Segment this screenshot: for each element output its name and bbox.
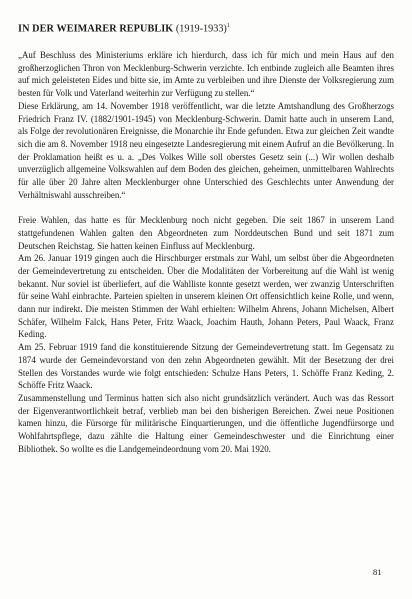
chapter-heading (18, 20, 398, 35)
paragraph: Freie Wahlen, das hatte es für Mecklenburg noch nicht gegeben. Die seit 1867 in unserem Land stattgefundenen Wahlen galten den Abgeordneten zum Norddeutschen Bund und seit 1871 zum Deutschen Reichstag. Sie hatten keinen Einfluss auf Mecklenburg. (18, 215, 394, 251)
footnote-reference: 1 (226, 23, 230, 29)
page-number: 81 (373, 567, 382, 577)
quote-paragraph: „Auf Beschluss des Ministeriums erkläre ich hierdurch, dass ich für mich und mein Haus auf den großherzoglichen Thron von Mecklenburg-Schwerin verzichte. Ich entbinde zugleich alle Beamten ihres auf mich geleisteten Eides und bitte sie, im Amte zu verbleiben und ihre Dienste der Volksregierung zum besten für Volk und Vaterland weiterhin zur Verfügung zu stellen.“ (18, 50, 394, 99)
paragraph: Am 25. Februar 1919 fand die konstituierende Sitzung der Gemeindevertretung statt. Im Gegensatz zu 1874 wurde der Gemeindevorstand von den zehn Abgeordneten gewählt. Mit der Besetzung der drei Stellen des Vorstandes wurde wie folgt entschieden: Schulze Hans Peters, 1. Schöffe Franz Keding, 2. Schöffe Fritz Waack. (18, 342, 394, 391)
paragraph: Zusammenstellung und Terminus hatten sich also nicht grundsätzlich verändert. Auch was das Ressort der Eigenverantwortlichkeit betraf, verblieb man bei den bisherigen Bereichen. Zwei neue Positionen kamen hinzu, die Fürsorge für militärische Einquartierungen, und die öffentliche Jugendfürsorge und Wohlfahrtspflege, dazu zählte die Haltung einer Gemeindeschwester und die Einrichtung einer Bibliothek. So wollte es die Landgemeindeordnung vom 20. Mai 1920. (18, 392, 394, 454)
paragraph: Am 26. Januar 1919 gingen auch die Hirschburger erstmals zur Wahl, um selbst über die Abgeordneten der Gemeindevertretung zu entscheiden. Über die Modalitäten der Vorbereitung auf die Wahl ist wenig bekannt. Nur soviel ist überliefert, auf die Wahlliste konnte gesetzt werden, wer zwanzig Unterschriften für seine Wahl einbrachte. Parteien spielten in unserem kleinen Ort offensichtlich keine Rolle, und wenn, dann nur indirekt. Die meisten Stimmen der Wahl erhielten: Wilhelm Ahrens, Johann Michelsen, Albert Schäfer, Wilhelm Falck, Hans Peter, Fritz Waack, Joachim Hauth, Johann Peters, Paul Waack, Franz Keding. (18, 253, 394, 340)
chapter-title: IN DER WEIMARER REPUBLIK (18, 23, 174, 35)
chapter-years: (1919-1933) (173, 23, 227, 35)
body-text (18, 49, 394, 455)
paragraph: Diese Erklärung, am 14. November 1918 veröffentlicht, war die letzte Amtshandlung des Großherzogs Friedrich Franz IV. (1882/1901-1945) von Mecklenburg-Schwerin. Damit hatte auch in unserem Land, als Folge der revolutionären Ereignisse, die Monarchie ihr Ende gefunden. Etwa zur gleichen Zeit wandte sich die am 8. November 1918 neu eingesetzte Landesregierung mit einem Aufruf an die Bevölkerung. In der Proklamation heißt es u. a. „Des Volkes Wille soll oberstes Gesetz sein (...) Wir wollen deshalb unverzüglich allgemeine Volkswahlen auf dem Boden des gleichen, geheimen, unmittelbaren Wahlrechts für alle über 20 Jahre alten Mecklenburger ohne Unterschied des Geschlechts unter Anwendung der Verhältniswahl ausschreiben.“ (18, 100, 394, 200)
paragraph-gap (18, 201, 394, 214)
